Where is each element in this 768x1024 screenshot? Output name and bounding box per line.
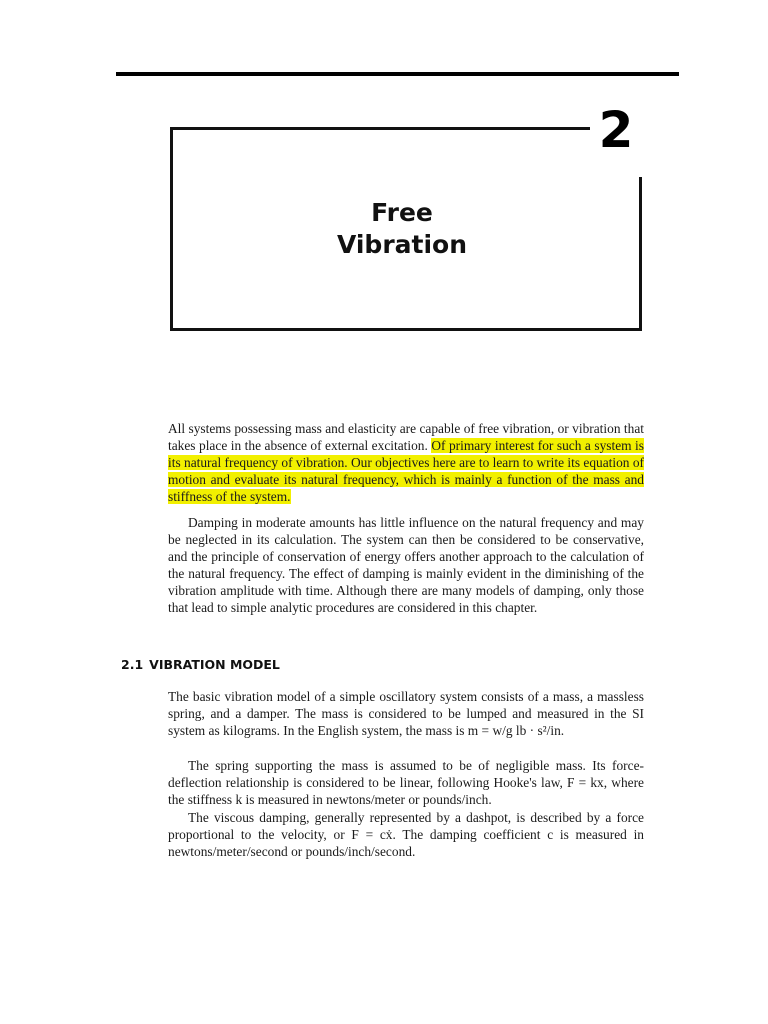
intro-paragraph-2: Damping in moderate amounts has little influence on the natural frequency and may be neglected in its calculation. The system can then be considered to be conservative, and the principle of conservation of energy offers another approach to the calculation of the natural frequency. The effect of damping is mainly evident in the diminishing of the vibration amplitude with time. Although there are many models of damping, only those that lead to simple analytic procedures are considered in this chapter.: [168, 515, 644, 616]
intro-paragraph-1-text: All systems possessing mass and elasticity are capable of free vibration, or vibration that takes place in the absence of external excitation.: [168, 421, 644, 454]
highlighted-text: Of primary interest for such a system is its natural frequency of vibration. Our objectives here are to learn to write its equation of motion and evaluate its natural frequency, which is mainly a function of the mass and stiffness of the system.: [168, 438, 644, 505]
chapter-title-line-2: Vibration: [336, 230, 468, 259]
frame-bottom-border: [170, 328, 642, 331]
section-paragraph-1: The basic vibration model of a simple oscillatory system consists of a mass, a massless spring, and a damper. The mass is considered to be lumped and measured in the SI system as kilograms. In the English system, the mass is m = w/g lb · s²/in.: [168, 689, 644, 739]
chapter-title-line-1: Free: [371, 198, 433, 227]
section-number: 2.1: [121, 657, 144, 672]
intro-paragraph-1: [168, 420, 644, 505]
chapter-number: 2: [598, 101, 634, 159]
top-rule: [116, 72, 679, 76]
chapter-title: [272, 197, 532, 261]
section-title: VIBRATION MODEL: [149, 657, 280, 672]
frame-left-border: [170, 127, 173, 331]
section-heading: [121, 657, 280, 672]
frame-right-border: [639, 177, 642, 331]
section-paragraph-3: The viscous damping, generally represented by a dashpot, is described by a force proportional to the velocity, or F = cẋ. The damping coefficient c is measured in newtons/meter/second or pounds/inch/second.: [168, 810, 644, 860]
frame-top-border: [170, 127, 590, 130]
section-paragraph-2: The spring supporting the mass is assumed to be of negligible mass. Its force-deflection relationship is considered to be linear, following Hooke's law, F = kx, where the stiffness k is measured in newtons/meter or pounds/inch.: [168, 758, 644, 808]
